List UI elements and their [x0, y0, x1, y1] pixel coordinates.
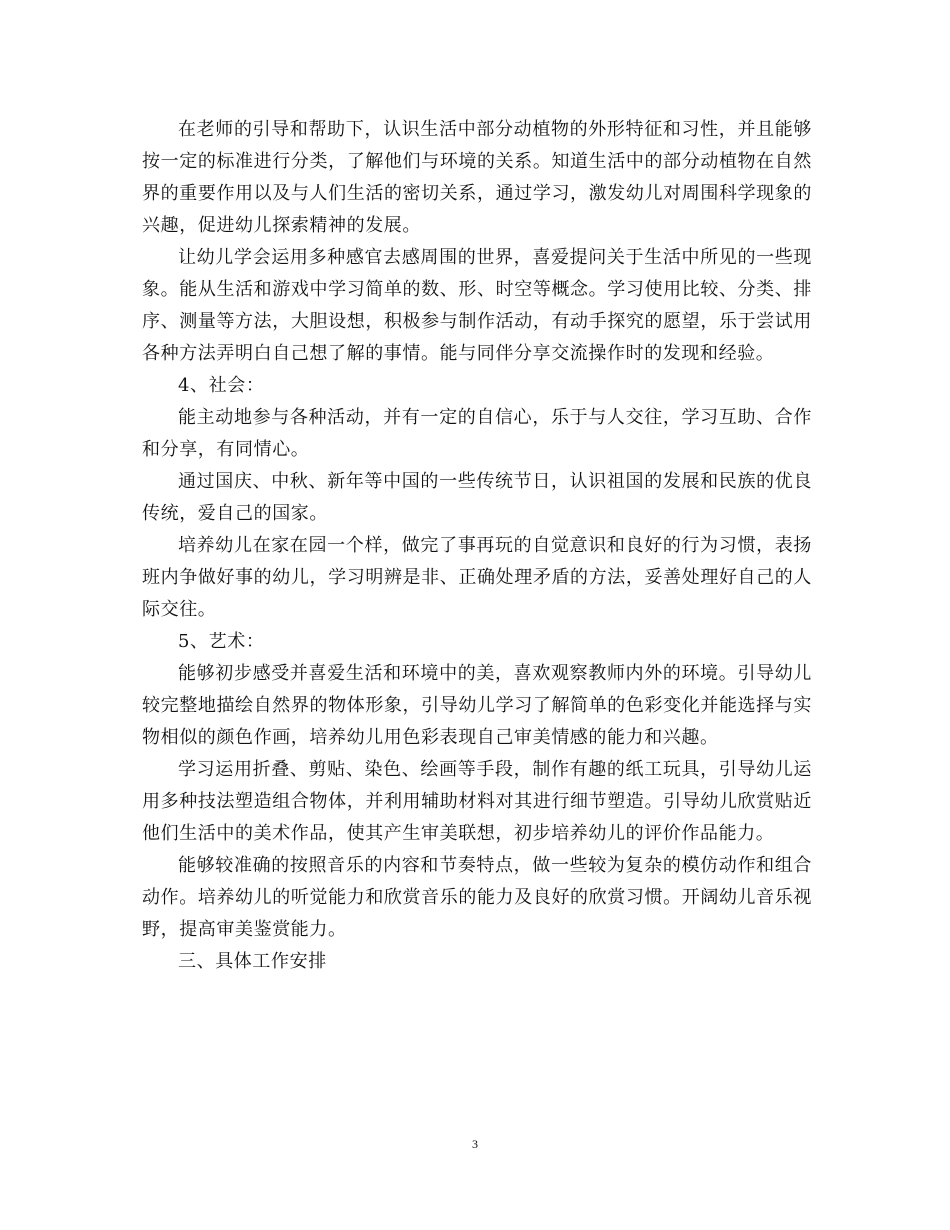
section-heading-work-plan: 三、具体工作安排: [178, 951, 327, 972]
paragraph-beauty-painting: 能够初步感受并喜爱生活和环境中的美，喜欢观察教师内外的环境。引导幼儿较完整地描绘自然界的物体形象，引导幼儿学习了解简单的色彩变化并能选择与实物相似的颜色作画，培养幼儿用色彩表现自己审美情感的能力和兴趣。: [142, 663, 812, 748]
document-body: [142, 114, 812, 978]
paragraph-traditional-festivals: 通过国庆、中秋、新年等中国的一些传统节日，认识祖国的发展和民族的优良传统，爱自己的国家。: [142, 471, 812, 524]
paragraph-social-activities: 能主动地参与各种活动，并有一定的自信心，乐于与人交往，学习互助、合作和分享，有同情心。: [142, 407, 812, 460]
section-heading-art: 5、艺术：: [178, 631, 265, 652]
paragraph-senses-exploration: 让幼儿学会运用多种感官去感周围的世界，喜爱提问关于生活中所见的一些现象。能从生活和游戏中学习简单的数、形、时空等概念。学习使用比较、分类、排序、测量等方法，大胆设想，积极参与制作活动，有动手探究的愿望，乐于尝试用各种方法弄明白自己想了解的事情。能与同伴分享交流操作时的发现和经验。: [142, 247, 812, 364]
paragraph-music: 能够较准确的按照音乐的内容和节奏特点，做一些较为复杂的模仿动作和组合动作。培养幼儿的听觉能力和欣赏音乐的能力及良好的欣赏习惯。开阔幼儿音乐视野，提高审美鉴赏能力。: [142, 855, 812, 940]
paragraph-handcraft: 学习运用折叠、剪贴、染色、绘画等手段，制作有趣的纸工玩具，引导幼儿运用多种技法塑造组合物体，并利用辅助材料对其进行细节塑造。引导幼儿欣赏贴近他们生活中的美术作品，使其产生审美联想，初步培养幼儿的评价作品能力。: [142, 759, 812, 844]
section-heading-society: 4、社会：: [178, 375, 265, 396]
paragraph-behavior-habits: 培养幼儿在家在园一个样，做完了事再玩的自觉意识和良好的行为习惯，表扬班内争做好事的幼儿，学习明辨是非、正确处理矛盾的方法，妥善处理好自己的人际交往。: [142, 535, 812, 620]
page-number: 3: [472, 1137, 478, 1151]
paragraph-plants-animals: 在老师的引导和帮助下，认识生活中部分动植物的外形特征和习性，并且能够按一定的标准进行分类，了解他们与环境的关系。知道生活中的部分动植物在自然界的重要作用以及与人们生活的密切关系，通过学习，激发幼儿对周围科学现象的兴趣，促进幼儿探索精神的发展。: [142, 119, 812, 236]
